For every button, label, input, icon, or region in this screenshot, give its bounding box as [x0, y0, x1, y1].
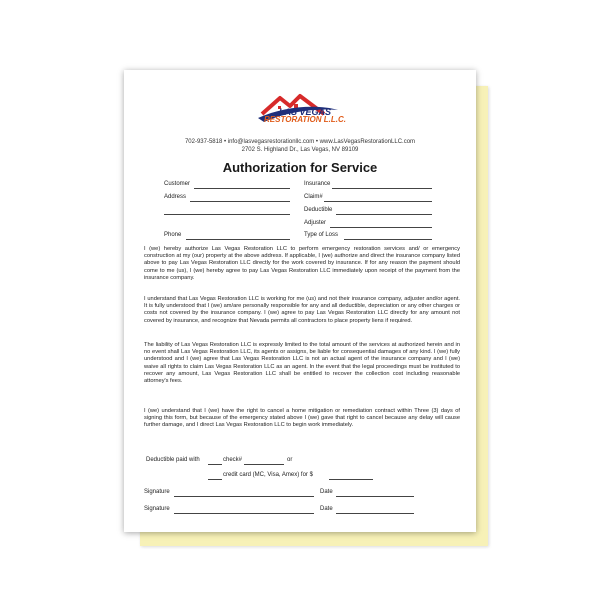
address-label: Address: [164, 194, 187, 200]
credit-card-amount-field[interactable]: [329, 479, 373, 480]
paragraph-cancellation: I (we) understand that I (we) have the right to cancel a home mitigation or remediation contract within Three (3) days of signing this form, but because of the emergency stated above I (we) gave that right to cancel because any delay will cause further damage, and I direct Las Vegas Restoration LLC to begin work immediately.: [144, 408, 460, 429]
contact-line-2: 2702 S. Highland Dr., Las Vegas, NV 89109: [241, 147, 359, 153]
insurance-label: Insurance: [304, 181, 331, 187]
address-field-line-2[interactable]: [164, 214, 290, 215]
deductible-paid-label: Deductible paid with: [146, 457, 200, 463]
date-field-2[interactable]: [336, 513, 414, 514]
deductible-label: Deductible: [304, 207, 333, 213]
type-of-loss-field[interactable]: [344, 239, 432, 240]
deductible-field[interactable]: [336, 214, 432, 215]
check-number-field[interactable]: [244, 464, 284, 465]
type-of-loss-label: Type of Loss: [304, 232, 339, 238]
contact-info: [124, 138, 476, 154]
adjuster-label: Adjuster: [304, 220, 327, 226]
customer-label: Customer: [164, 181, 191, 187]
paragraph-authorization: I (we) hereby authorize Las Vegas Restoration LLC to perform emergency restoration services and/ or emergency construction at my (our) property at the above address. If applicable, I (we) authorize and direct the insurance company listed above to pay Las Vegas Restoration LLC directly for the work covered by insurance. If for any reason the payment should come to me (us), I (we) hereby agree to pay Las Vegas Restoration LLC immediately upon receipt of the payment from the insurance company.: [144, 246, 460, 281]
paragraph-liability: The liability of Las Vegas Restoration LLC is expressly limited to the total amount of the services at authorized herein and in no event shall Las Vegas Restoration LLC, its agents or assigns, be liable for consequential damages of any kind. I (we) fully understood and I (we) agree that Las Vegas Restoration LLC is not an actual agent of the insurance company and I (we) waive all rights to claim Las Vegas Restoration LLC as an agent. In the event that the legal proceedings must be instituted to recover any amount, Las Vegas Restoration LLC shall be entitled to recover the collection cost including reasonable attorney's fees.: [144, 342, 460, 385]
phone-field[interactable]: [186, 239, 290, 240]
claim-label: Claim#: [304, 194, 323, 200]
date-label-1: Date: [320, 489, 333, 495]
customer-field[interactable]: [194, 188, 290, 189]
signature-field-1[interactable]: [174, 496, 314, 497]
credit-card-mark-field[interactable]: [208, 479, 222, 480]
logo-line-2: RESTORATION L.L.C.: [264, 115, 346, 124]
insurance-field[interactable]: [332, 188, 432, 189]
authorization-form-page: [124, 70, 476, 532]
date-label-2: Date: [320, 506, 333, 512]
logo-text: [260, 108, 350, 124]
paragraph-responsibility: I understand that Las Vegas Restoration LLC is working for me (us) and not their insurance company, adjuster and/or agent. It is fully understood that I (we) am/are personally responsible for any and all deductible, depreciation or any other charges or costs not covered by the insurance company. I (we) agree to pay Las Vegas Restoration LLC directly for any amount not covered by insurance, and recognize that Nevada permits all contractors to place property liens if required.: [144, 296, 460, 324]
date-field-1[interactable]: [336, 496, 414, 497]
adjuster-field[interactable]: [330, 227, 432, 228]
contact-line-1: 702-937-5818 • info@lasvegasrestorationllc.com • www.LasVegasRestorationLLC.com: [184, 139, 416, 145]
claim-field[interactable]: [324, 201, 432, 202]
or-label: or: [287, 457, 293, 463]
form-title: Authorization for Service: [222, 160, 378, 175]
signature-label-2: Signature: [144, 506, 170, 512]
credit-card-label: credit card (MC, Visa, Amex) for $: [223, 472, 313, 478]
phone-label: Phone: [164, 232, 182, 238]
logo-line-1: LAS VEGAS: [278, 107, 331, 117]
paid-with-field[interactable]: [208, 464, 222, 465]
signature-label-1: Signature: [144, 489, 170, 495]
signature-field-2[interactable]: [174, 513, 314, 514]
address-field[interactable]: [190, 201, 290, 202]
check-label: check#: [223, 457, 243, 463]
